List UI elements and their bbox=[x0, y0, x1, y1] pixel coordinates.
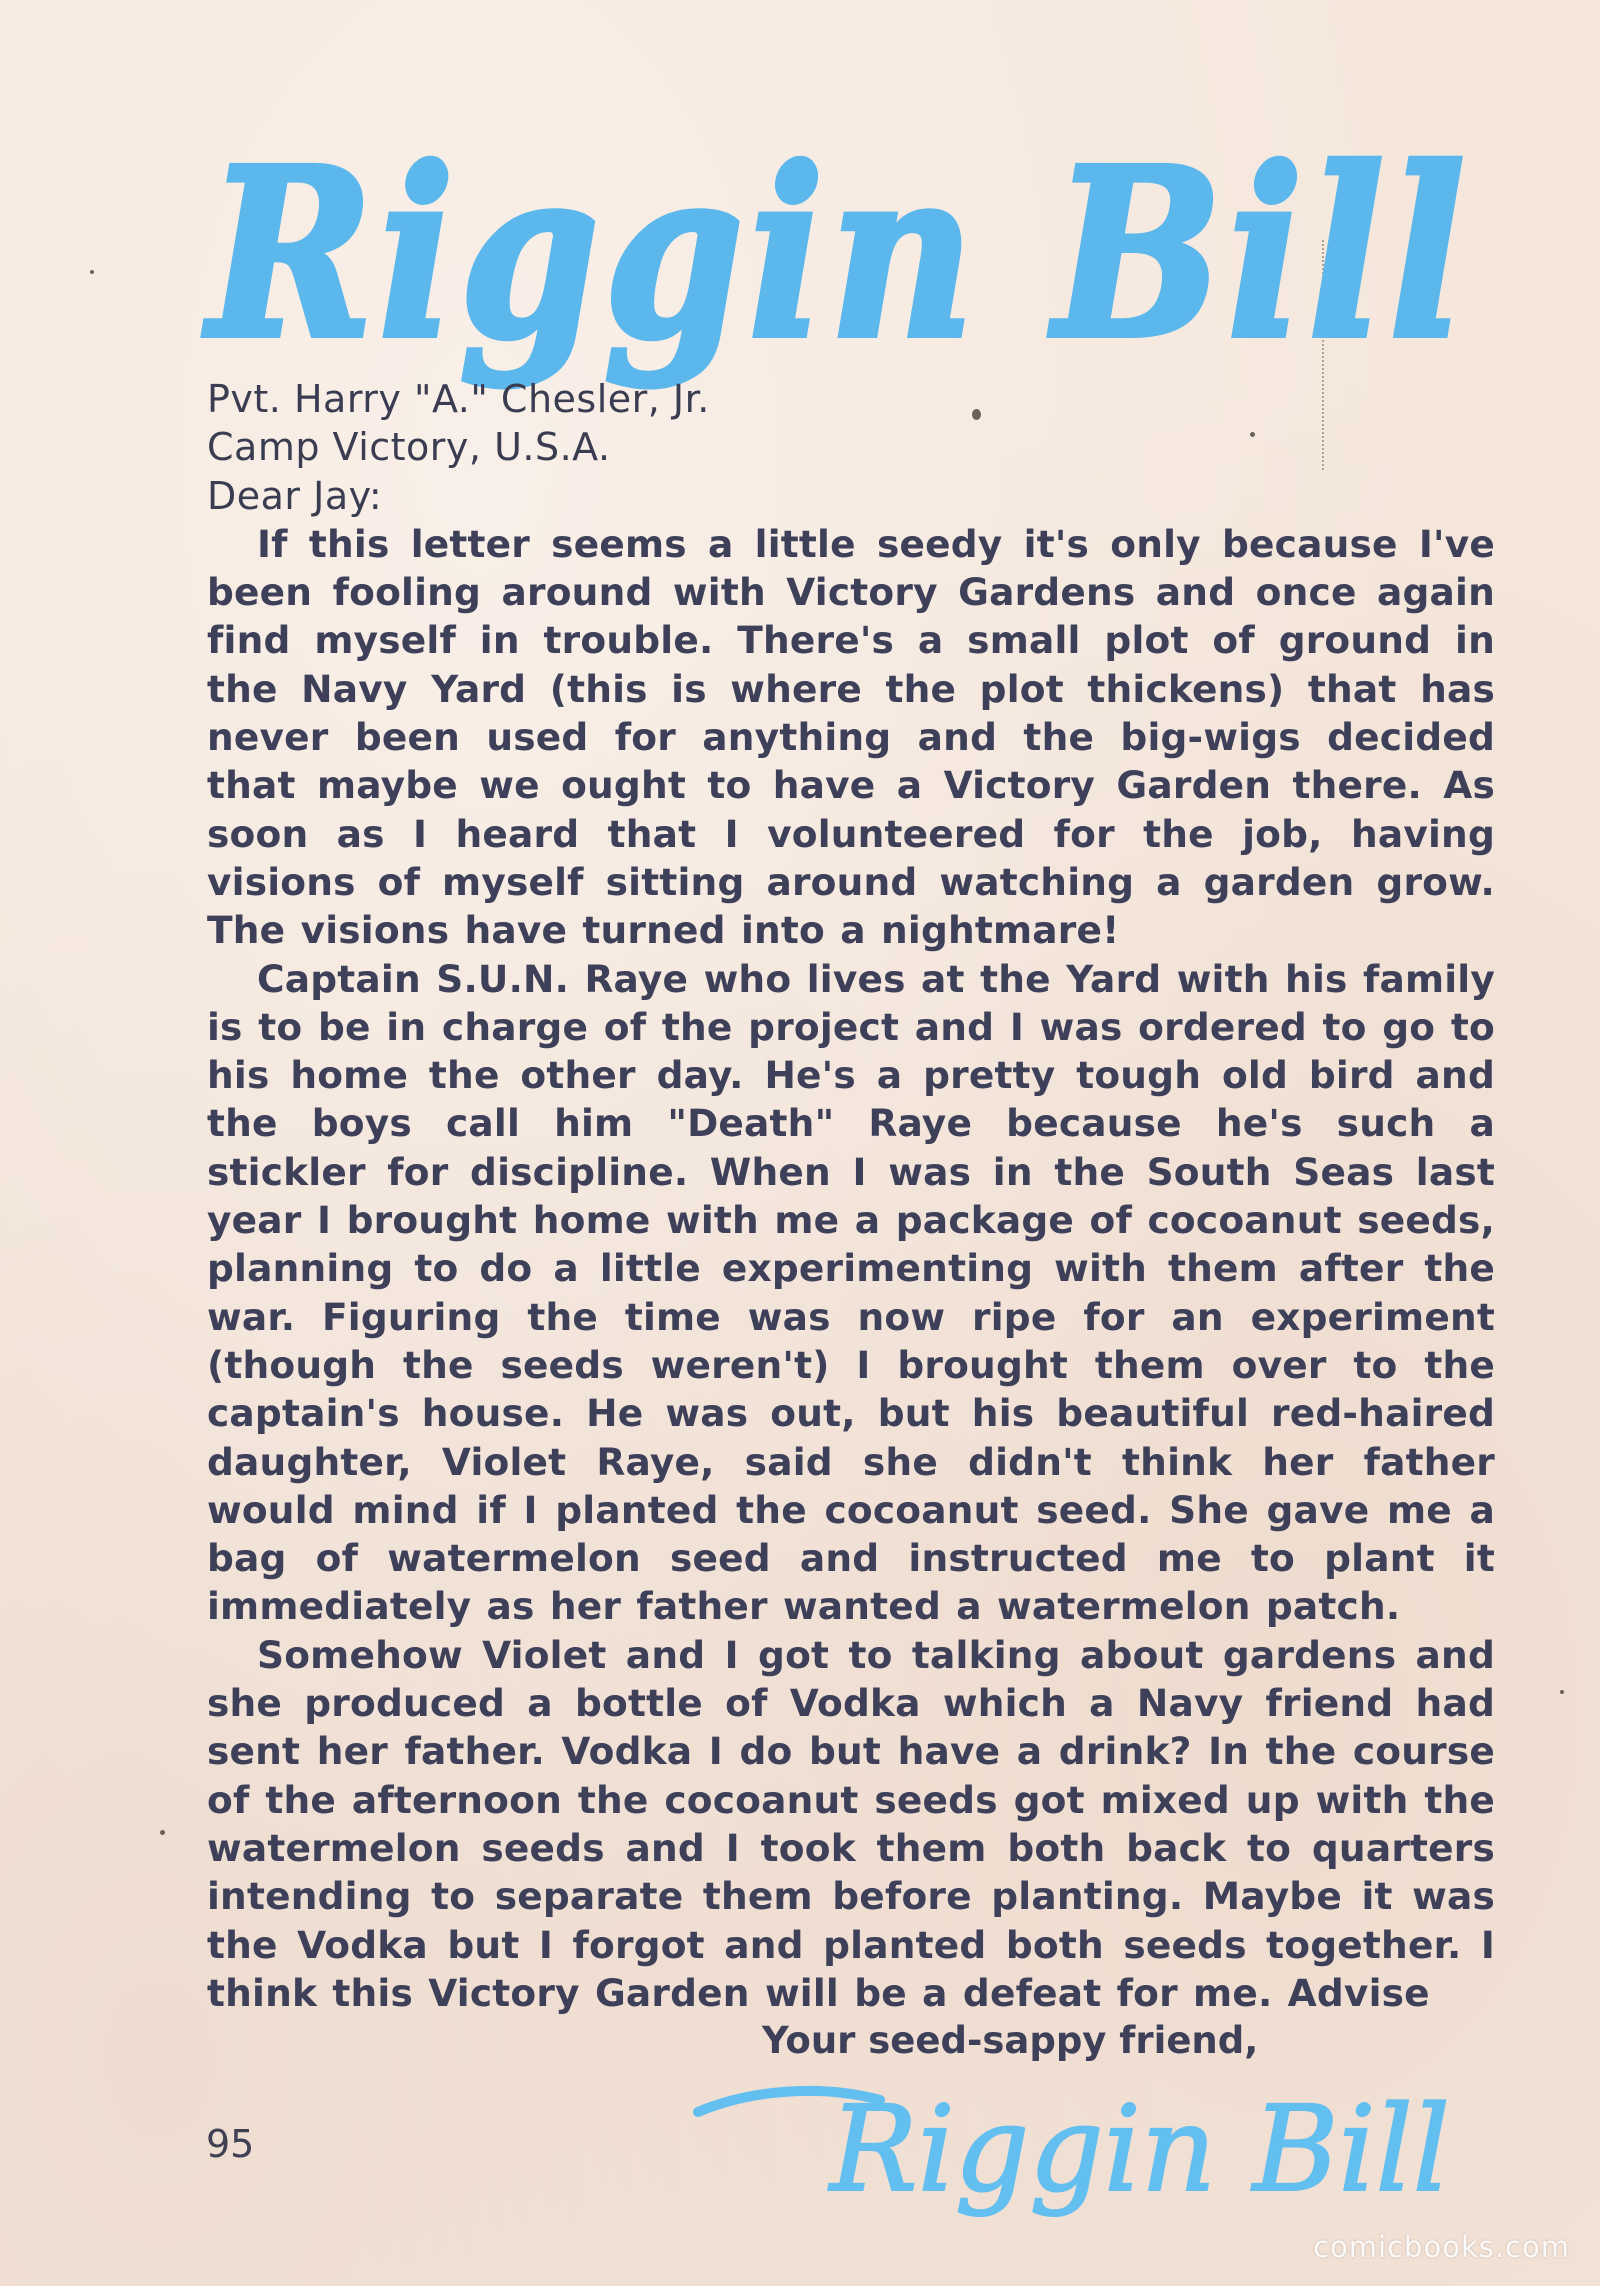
title-logo bbox=[200, 117, 1480, 400]
paper-speck bbox=[1560, 1690, 1564, 1694]
watermark: comicbooks.com bbox=[1313, 2230, 1570, 2264]
letter-paragraph-1: If this letter seems a little seedy it's only because I've been fooling around with Victory Gardens and once again find myself in trouble. There's a small plot of ground in the Navy Yard (this is where the plot thickens) that has never been used for anything and the big-wigs decided that maybe we ought to have a Victory Garden there. As soon as I heard that I volunteered for the job, having visions of myself sitting around watching a garden grow. The visions have turned into a nightmare! bbox=[207, 521, 1495, 953]
title-text: Riggin Bill bbox=[202, 117, 1471, 390]
salutation: Dear Jay: bbox=[207, 473, 383, 518]
paper-speck bbox=[160, 1830, 165, 1835]
paper-speck bbox=[90, 270, 94, 274]
signature-graphic bbox=[690, 2070, 1480, 2220]
signature bbox=[690, 2070, 1480, 2220]
letter-paragraph-2: Captain S.U.N. Raye who lives at the Yard with his family is to be in charge of the project and I was ordered to go to his home the other day. He's a pretty tough old bird and the boys call him "Death" Raye because he's such a stickler for discipline. When I was in the South Seas last year I brought home with me a package of cocoanut seeds, planning to do a little experimenting with them after the war. Figuring the time was now ripe for an experiment (though the seeds weren't) I brought them over to the captain's house. He was out, but his beautiful red-haired daughter, Violet Raye, said she didn't think her father would mind if I planted the cocoanut seed. She gave me a bag of watermelon seed and instructed me to plant it immediately as her father wanted a watermelon patch. bbox=[207, 956, 1495, 1629]
letter-closing: Your seed-sappy friend, bbox=[762, 2019, 1259, 2063]
recipient-address: Camp Victory, U.S.A. bbox=[207, 425, 611, 470]
page-number: 95 bbox=[206, 2122, 255, 2166]
recipient-name: Pvt. Harry "A." Chesler, Jr. bbox=[207, 377, 710, 421]
signature-text: Riggin Bill bbox=[828, 2080, 1450, 2218]
letter-body bbox=[207, 375, 1495, 2065]
title-logo-graphic bbox=[200, 117, 1480, 400]
letter-paragraph-3: Somehow Violet and I got to talking about gardens and she produced a bottle of Vodka which a Navy friend had sent her father. Vodka I do but have a drink? In the course of the afternoon the cocoanut seeds got mixed up with the watermelon seeds and I took them both back to quarters intending to separate them before planting. Maybe it was the Vodka but I forgot and planted both seeds together. I think this Victory Garden will be a defeat for me. Advise bbox=[207, 1632, 1495, 2015]
